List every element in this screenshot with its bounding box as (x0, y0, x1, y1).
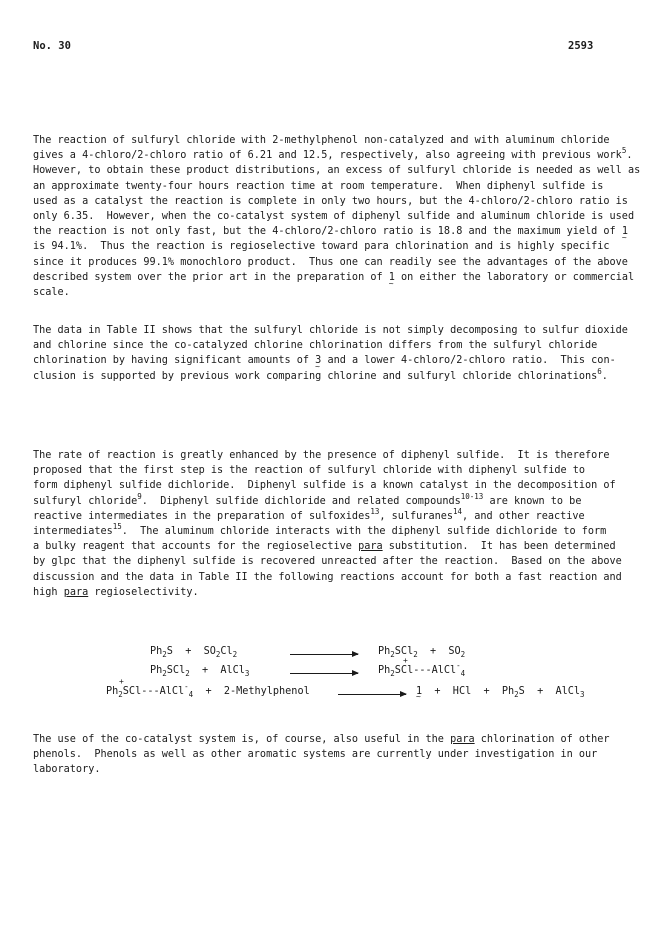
citation: 6 (597, 366, 602, 376)
text-line: and chlorine since the co-catalyzed chlorine chlorination differs from the sulfuryl chloride (33, 340, 598, 352)
citation: 14 (452, 506, 463, 516)
text-line: high para regioselectivity. (33, 586, 199, 598)
text-line: since it produces 99.1% monochloro product. Thus one can readily see the advantages of the above (33, 256, 628, 268)
text-line: discussion and the data in Table II the following reactions account for both a fast reaction and (33, 571, 622, 583)
text-line: clusion is supported by previous work comparing chlorine and sulfuryl chloride chlorinations$^6$. (33, 366, 608, 382)
text-line: The use of the co-catalyst system is, of course, also useful in the para chlorination of other (33, 734, 610, 745)
emphasis-para: para (450, 734, 475, 745)
equation-2-left: $Ph_2SCl_2$ + AlCl$_3$ (150, 665, 250, 678)
paragraph-1 (33, 133, 649, 300)
equation-1-right: $Ph_2SCl_2 + SO_2$ (378, 646, 466, 659)
emphasis-para: para (358, 541, 383, 553)
text-line: laboratory. (33, 764, 101, 776)
text-line: an approximate twenty-four hours reaction time at room temperature. When diphenyl sulfide is (33, 180, 604, 192)
text-line: form diphenyl sulfide dichloride. Diphenyl sulfide is a known catalyst in the decomposition of (33, 480, 616, 492)
text-line: sulfuryl chloride$^9$. Diphenyl sulfide dichloride and related compounds$^{10-13}$ are known to be (33, 491, 582, 507)
compound-ref: 1 ~ (389, 270, 395, 285)
text-line: described system over the prior art in the preparation of 1 ~ on either the laboratory or commercial (33, 270, 649, 285)
text-line: reactive intermediates in the preparation of sulfoxides$^{13}$, sulfuranes$^{14}$, and other reactive (33, 506, 585, 522)
text-line: gives a 4-chloro/2-chloro ratio of 6.21 and 12.5, respectively, also agreeing with previous work$^5$. (33, 146, 633, 162)
paragraph-4 (33, 732, 649, 778)
citation: 13 (370, 506, 380, 516)
text-line: is 94.1%. Thus the reaction is regioselective toward para chlorination and is highly specific (33, 241, 610, 253)
emphasis-para: para (63, 586, 89, 598)
text-line: However, to obtain these product distributions, an excess of sulfuryl chloride is needed as well as (33, 165, 641, 177)
citation: 15 (112, 521, 122, 531)
text-line: the reaction is not only fast, but the 4-chloro/2-chloro ratio is 18.8 and the maximum yield of 1 ~ (33, 224, 649, 239)
citation: 10-13 (460, 491, 484, 501)
paragraph-3 (33, 448, 649, 600)
text-line: only 6.35. However, when the co-catalyst system of diphenyl sulfide and aluminum chloride is used (33, 210, 635, 222)
equation-2-right: $Ph_2SCl---AlCl^-_4$ (378, 661, 466, 678)
citation: 5 (621, 146, 627, 156)
equation-3-left: $Ph_2SCl---AlCl^-_4$ + 2-Methylphenol (106, 682, 310, 699)
text-line: chlorination by having significant amounts of 3 ~ and a lower 4-chloro/2-chloro ratio. This con- (33, 353, 649, 368)
text-line: intermediates$^{15}$. The aluminum chloride interacts with the diphenyl sulfide dichloride to form (33, 521, 607, 537)
compound-ref: 3 ~ (315, 353, 321, 368)
paragraph-2 (33, 323, 649, 384)
citation: 9 (137, 491, 142, 501)
charge-plus: + (403, 656, 408, 665)
equation-1-left: $Ph_2S + SO_2Cl_2$ (150, 646, 238, 659)
compound-ref: 1 ~ (622, 224, 628, 239)
reaction-arrow (290, 654, 358, 655)
charge-plus: + (119, 677, 124, 686)
equation-3-right: 1 ~ + HCl + $Ph_2S$ + AlCl$_3$ (416, 686, 585, 699)
text-line: The reaction of sulfuryl chloride with 2-methylphenol non-catalyzed and with aluminum chloride (33, 135, 610, 146)
page-number: 2593 (568, 40, 594, 52)
reaction-arrow (290, 673, 358, 674)
journal-issue: No. 30 (33, 40, 71, 52)
text-line: by glpc that the diphenyl sulfide is recovered unreacted after the reaction. Based on the above (33, 556, 622, 568)
text-line: scale. (33, 286, 70, 298)
reaction-arrow (338, 694, 406, 695)
text-line: used as a catalyst the reaction is complete in only two hours, but the 4-chloro/2-chloro ratio is (33, 195, 628, 207)
text-line: The rate of reaction is greatly enhanced by the presence of diphenyl sulfide. It is therefore (33, 450, 610, 461)
text-line: proposed that the first step is the reaction of sulfuryl chloride with diphenyl sulfide to (33, 465, 586, 477)
text-line: a bulky reagent that accounts for the regioselective para substitution. It has been determined (33, 541, 616, 553)
text-line: The data in Table II shows that the sulfuryl chloride is not simply decomposing to sulfur dioxide (33, 325, 628, 336)
text-line: phenols. Phenols as well as other aromatic systems are currently under investigation in our (33, 749, 598, 761)
